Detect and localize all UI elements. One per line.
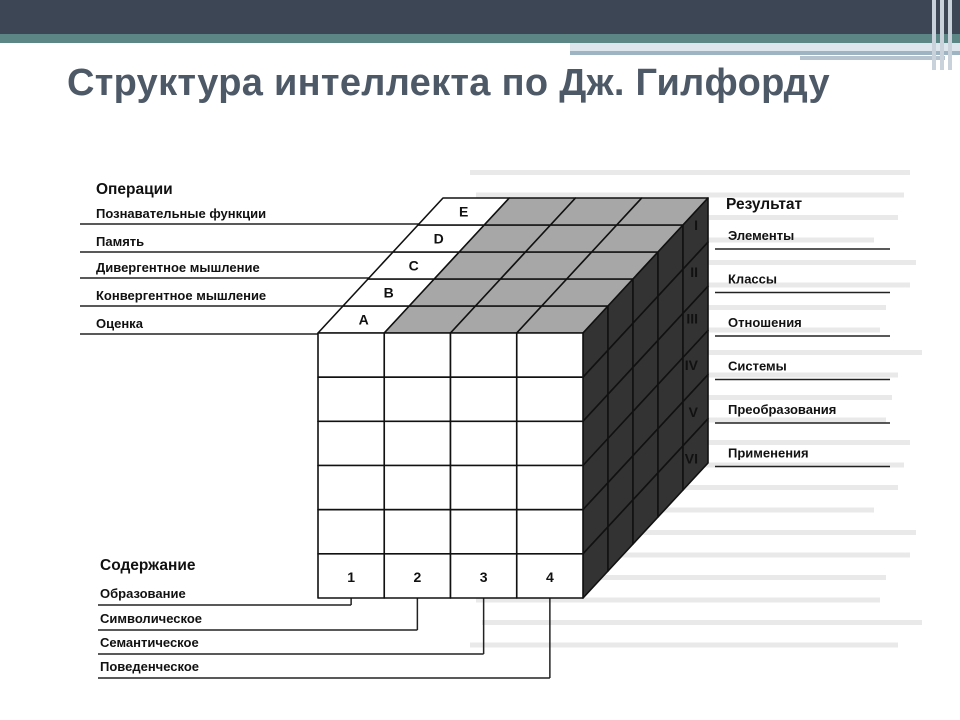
results-code-label: V [688,403,698,420]
cube-front-cell [384,510,450,554]
operations-item-label: Дивергентное мышление [96,260,260,275]
cube-front-cell [451,466,517,510]
cube-front-cell [451,333,517,377]
content-code-label: 4 [545,568,554,585]
results-item-label: Применения [728,445,809,461]
content-item-label: Поведенческое [100,659,200,674]
content-code-label: 3 [479,568,488,585]
operations-item-label: Конвергентное мышление [96,288,267,303]
operations-code-label: D [433,230,444,247]
results-code-label: VI [684,450,698,467]
operations-code-label: E [458,203,469,220]
cube-front-cell [451,421,517,465]
cube-front-cell [318,421,384,465]
results-header: Результат [726,196,803,213]
cube-front-cell [384,421,450,465]
operations-code-label: C [408,257,419,274]
results-item-label: Классы [728,271,777,287]
results-item-label: Преобразования [728,402,837,417]
content-header: Содержание [100,557,196,574]
results-code-label: I [694,217,698,234]
results-item-label: Элементы [728,228,795,243]
operations-header: Операции [96,181,173,198]
content-item-label: Символическое [100,611,203,626]
cube-front-cell [517,421,583,465]
cube-front-cell [517,377,583,421]
cube-front-cell [318,466,384,510]
cube-front-cell [318,510,384,554]
operations-item-label: Познавательные функции [96,206,267,221]
page-title: Структура интеллекта по Дж. Гилфорду [67,62,830,104]
scanned-text-line [476,193,904,198]
operations-code-label: A [358,311,369,328]
cube-front-cell [517,333,583,377]
cube-front-cell [517,466,583,510]
cube-front-cell [451,377,517,421]
cube-front-cell [318,333,384,377]
scanned-text-line [470,170,910,175]
cube-front-cell [384,333,450,377]
content-item-label: Семантическое [100,635,199,650]
results-item-label: Отношения [728,315,802,330]
content-item-label: Образование [100,586,186,601]
cube-front-cell [451,510,517,554]
cube-front-cell [384,466,450,510]
intellect-cube [318,198,708,598]
scanned-text-line [482,620,922,625]
scanned-text-line [470,643,898,648]
cube-front-cell [384,377,450,421]
content-code-label: 1 [347,568,356,585]
cube-front-cell [517,510,583,554]
operations-code-label: B [383,284,394,301]
results-code-label: III [686,310,698,327]
results-item-label: Системы [728,358,787,374]
results-code-label: IV [684,357,698,374]
operations-item-label: Оценка [96,316,143,331]
content-code-label: 2 [413,568,422,585]
operations-item-label: Память [96,234,145,249]
results-code-label: II [690,263,698,280]
cube-front-cell [318,377,384,421]
